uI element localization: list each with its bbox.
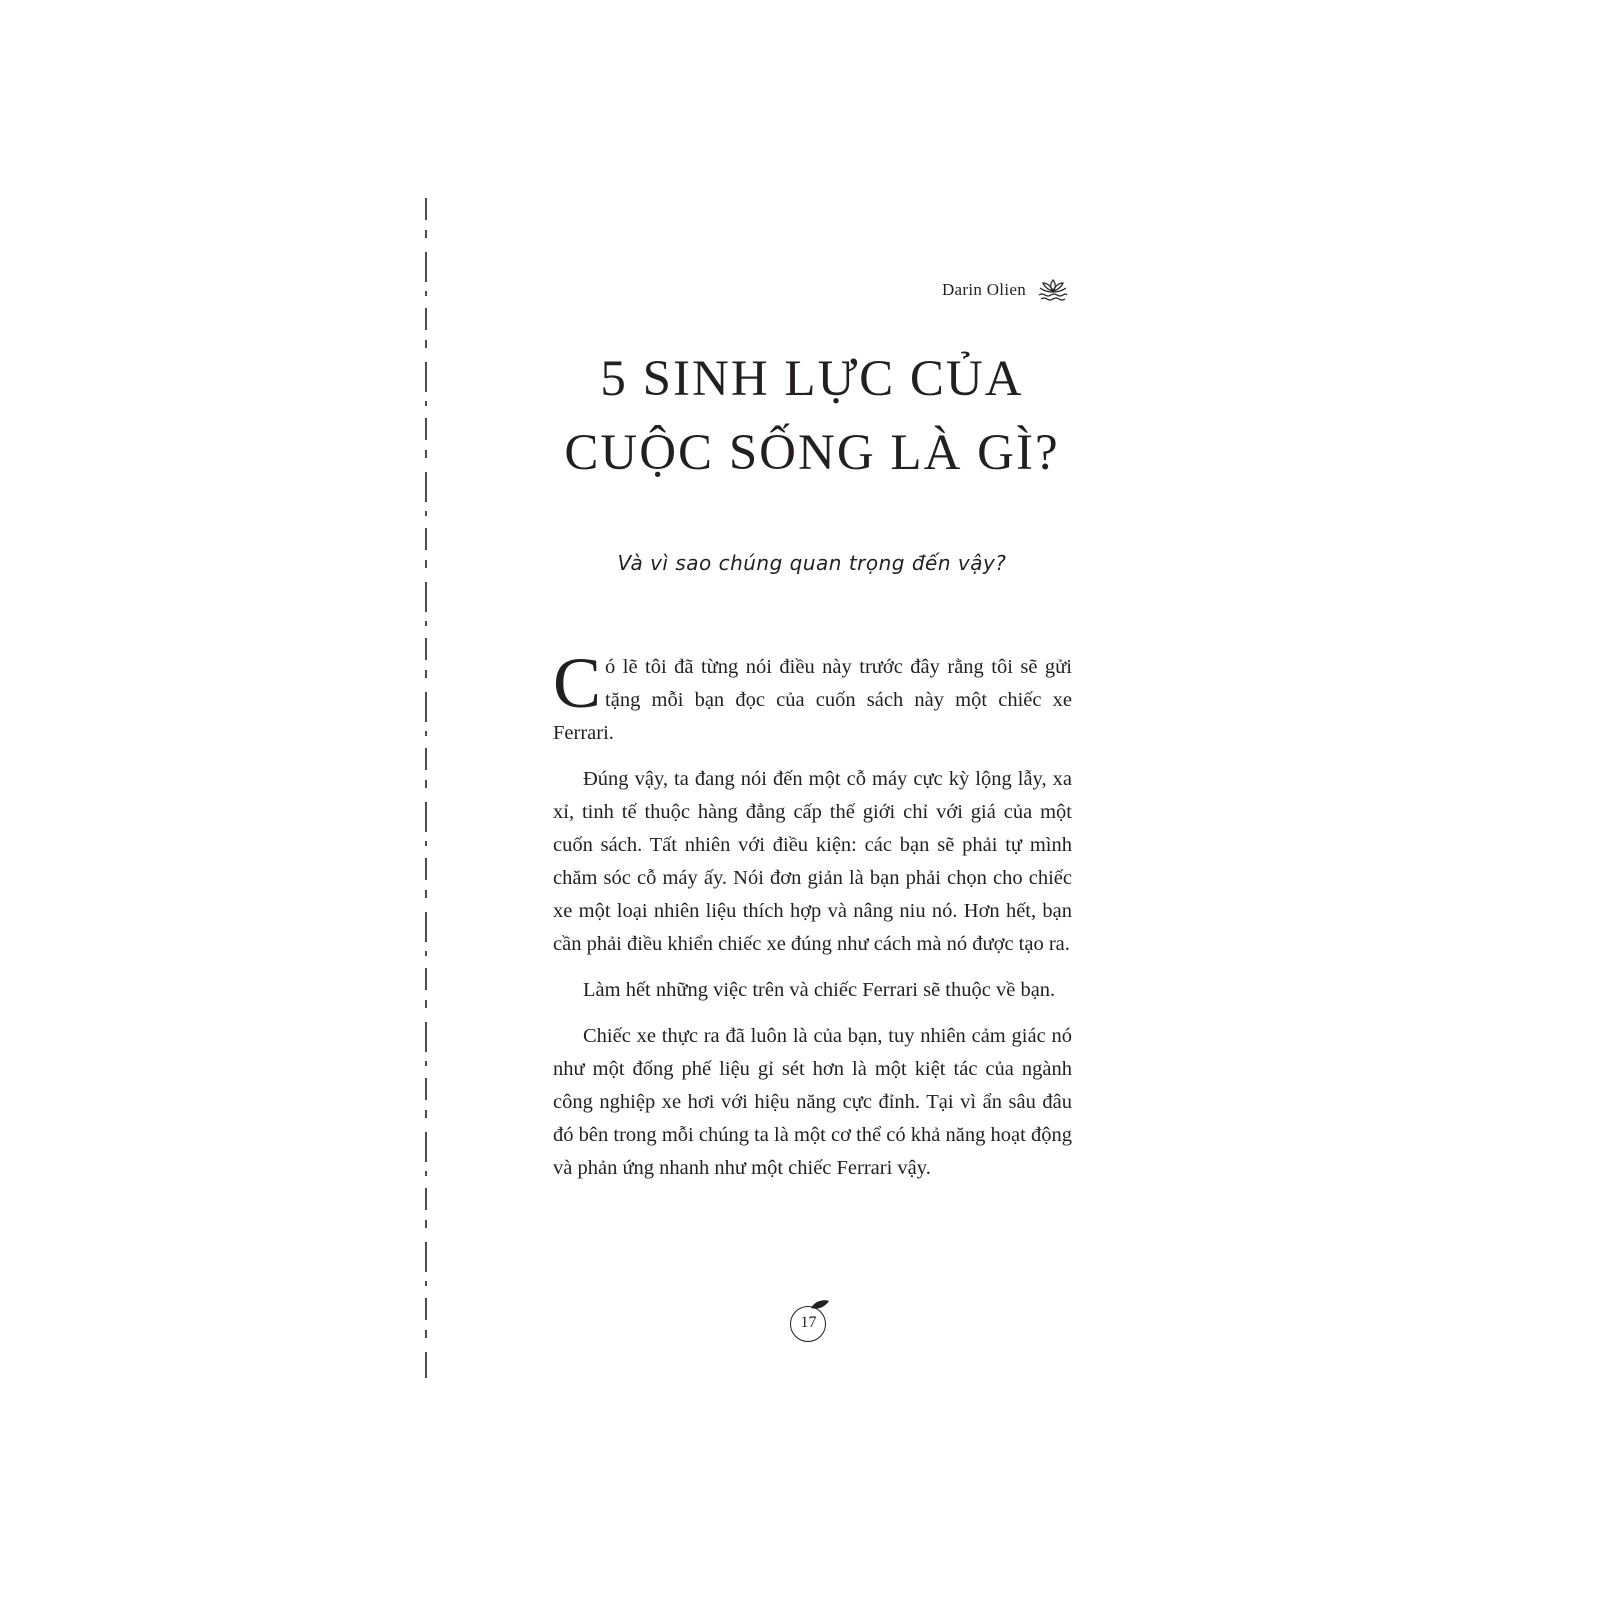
drop-cap: C bbox=[553, 643, 602, 723]
lotus-ornament-icon bbox=[1036, 278, 1070, 302]
chapter-title-line-2: CUỘC SỐNG LÀ GÌ? bbox=[564, 425, 1060, 481]
page-number: 17 bbox=[800, 1314, 817, 1331]
paragraph-1-text: ó lẽ tôi đã từng nói điều này trước đây rằng tôi sẽ gửi tặng mỗi bạn đọc của cuốn sách này một chiếc xe Ferrari. bbox=[553, 656, 1072, 744]
chapter-title bbox=[552, 342, 1072, 490]
chapter-title-line-1: 5 SINH LỰC CỦA bbox=[600, 351, 1024, 407]
body-text bbox=[553, 643, 1072, 1198]
page-number-badge bbox=[790, 1306, 828, 1344]
running-head bbox=[942, 278, 1070, 302]
chapter-subtitle: Và vì sao chúng quan trọng đến vậy? bbox=[617, 551, 1007, 575]
author-name: Darin Olien bbox=[941, 280, 1026, 299]
paragraph-3: Làm hết những việc trên và chiếc Ferrari sẽ thuộc về bạn. bbox=[583, 979, 1056, 1001]
paragraph-4: Chiếc xe thực ra đã luôn là của bạn, tuy nhiên cảm giác nó như một đống phế liệu gỉ sét hơn là một kiệt tác của ngành công nghiệp xe hơi với hiệu năng cực đỉnh. Tại vì ẩn sâu đâu đó bên trong mỗi chúng ta là một cơ thể có khả năng hoạt động và phản ứng nhanh như một chiếc Ferrari vậy. bbox=[553, 1025, 1072, 1179]
paragraph-1 bbox=[553, 643, 1072, 750]
paragraph-2: Đúng vậy, ta đang nói đến một cỗ máy cực kỳ lộng lẫy, xa xỉ, tinh tế thuộc hàng đẳng cấp thế giới chỉ với giá của một cuốn sách. Tất nhiên với điều kiện: các bạn sẽ phải tự mình chăm sóc cỗ máy ấy. Nói đơn giản là bạn phải chọn cho chiếc xe một loại nhiên liệu thích hợp và nâng niu nó. Hơn hết, bạn cần phải điều khiển chiếc xe đúng như cách mà nó được tạo ra. bbox=[553, 768, 1072, 955]
gutter-dashed-line bbox=[424, 198, 428, 1378]
